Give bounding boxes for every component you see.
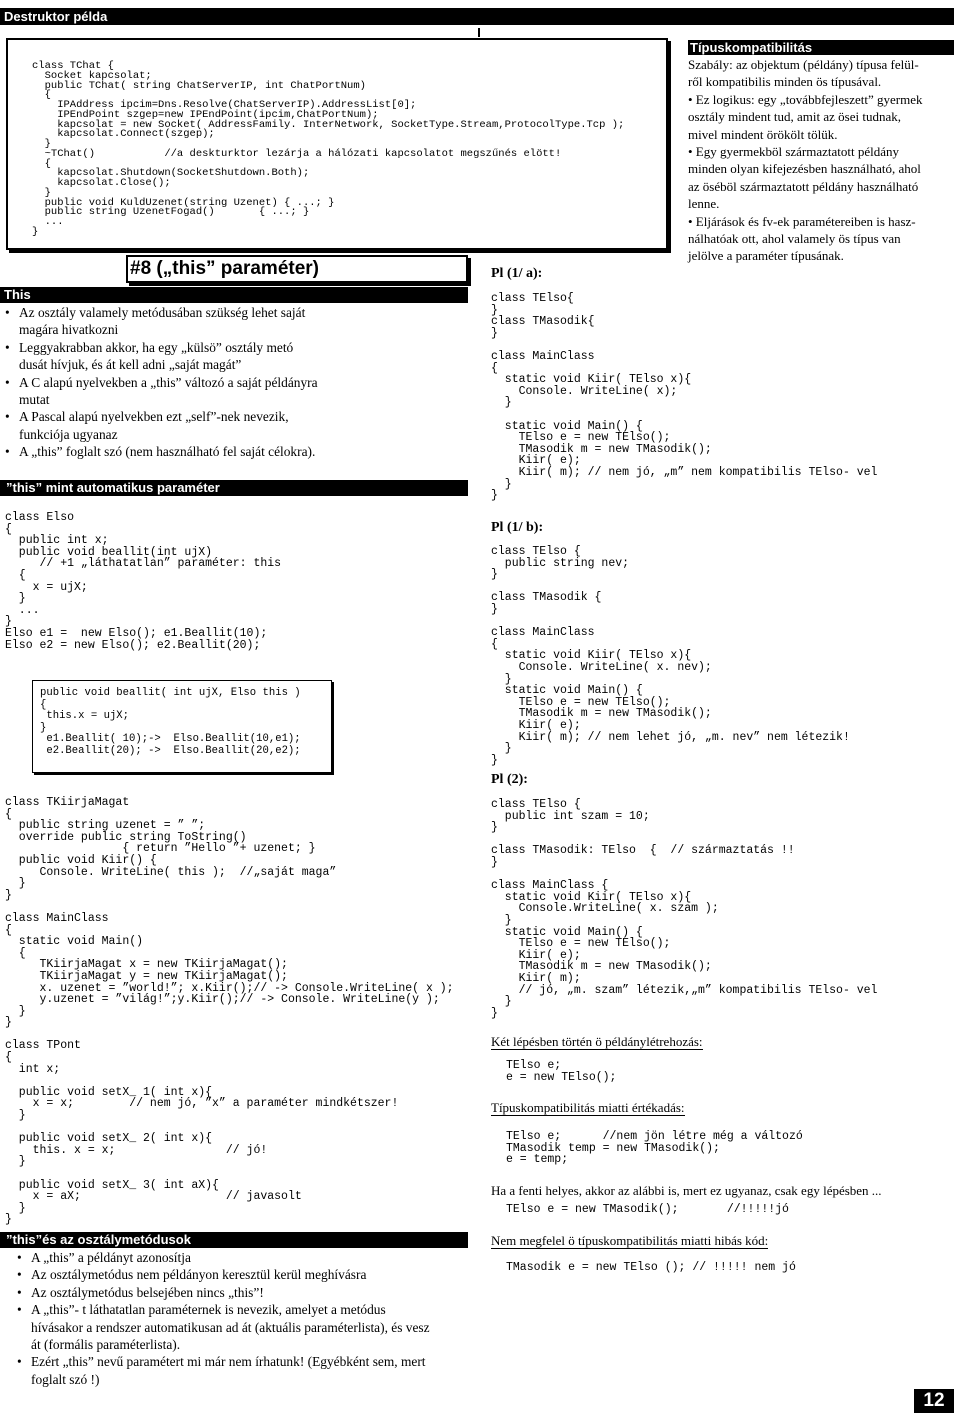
code-line: public void beallit(int ujX) [5, 545, 213, 559]
pl1b-title [491, 520, 543, 536]
code-line: } [5, 1004, 26, 1018]
code-line: Kiir( m); // nem lehet jó, „m. nev” nem létezik! [491, 730, 850, 744]
code-line: // jó, „m. szam” létezik,„m” kompatibilis TElso- vel [491, 983, 878, 997]
pl1a-title-text: Pl (1/ a): [491, 266, 543, 281]
bullet-line: • Leggyakrabban akkor, ha egy „külsö” osztály metó [19, 339, 294, 355]
code-line: e2.Beallit(20); -> Elso.Beallit(20,e2); [40, 744, 301, 757]
code-line: class MainClass { [491, 879, 609, 893]
code-line: { return ”Hello ”+ uzenet; } [5, 842, 316, 856]
code-line: { [5, 807, 12, 821]
bullet-line: • A „this”- t láthatatlan paraméternek is nevezik, amelyet a metódus [31, 1302, 386, 1318]
code-line: } [5, 592, 26, 606]
code-line: } [491, 489, 498, 503]
code-line: public void beallit( int ujX, Elso this ) [40, 687, 301, 699]
code-line: this.x = ujX; [40, 710, 130, 722]
bad-title [491, 1233, 768, 1249]
header-title: Destruktor példa [4, 9, 108, 24]
this-bar [0, 287, 468, 303]
bad-code [506, 1262, 796, 1274]
bullet-line: • Egy gyermekböl származtatott példány [688, 144, 900, 160]
code-line: static void Main() { [491, 925, 643, 939]
code-line: TElso e = new TElso(); [491, 695, 671, 709]
section-heading-text: #8 („this” paraméter) [130, 258, 320, 279]
type-compat-bullet [688, 213, 956, 265]
bullet-line: dusát hívjuk, és át kell adni „saját magát” [19, 357, 242, 373]
code-line: static void Kiir( TElso x){ [491, 649, 692, 663]
code-line: TElso e; //nem jön létre még a változó [506, 1130, 803, 1143]
code-line: static void Kiir( TElso x){ [491, 890, 692, 904]
code-line: { [491, 361, 498, 375]
bullet-line: funkciója ugyanaz [19, 426, 118, 442]
bullet-line: • Az osztálymetódus belsejében nincs „this”! [31, 1284, 264, 1300]
code-line: class TElso { [491, 798, 581, 811]
code-line: TMasodik m = new TMasodik(); [491, 707, 712, 721]
type-compat-line: Szabály: az objektum (példány) típusa felül- [688, 57, 919, 72]
code-line: x = aX; // javasolt [5, 1190, 302, 1204]
pl2-code [491, 799, 877, 1019]
code-line: y.uzenet = ”világ!”;y.Kiir();// -> Console. WriteLine(y ); [5, 993, 440, 1007]
code-line: class Elso [5, 511, 75, 524]
code-line: public string uzenet = ” ”; [5, 819, 206, 833]
bullet-item [4, 374, 468, 409]
this-bar-label: This [4, 287, 31, 302]
bullet-item [4, 304, 468, 339]
elso-code [5, 512, 281, 651]
code-line: } [491, 396, 512, 410]
bullet-item [16, 1353, 472, 1388]
code-line: class MainClass [491, 349, 595, 363]
bullet-line: • A „this” foglalt szó (nem használható fel saját célokra). [19, 444, 316, 460]
code-line: TMasodik temp = new TMasodik(); [506, 1141, 720, 1155]
code-line: TElso e = new TElso(); [491, 937, 671, 951]
code-line: ... [32, 216, 64, 228]
code-line: Kiir( e); [491, 948, 581, 962]
destructor-code [32, 62, 624, 238]
bullet-line: osztály mindent tud, amit az ösei tudnak, [688, 109, 902, 125]
code-line: Console. WriteLine( this ); //„saját maga” [5, 865, 337, 879]
code-line: class TMasodik{ [491, 315, 595, 329]
bullet-line: • Az osztálymetódus nem példányon keresztül kerül meghívásra [31, 1267, 367, 1283]
tkiirja-code [5, 797, 454, 1226]
bullet-line: át (formális paraméterlista). [31, 1337, 181, 1353]
pl2-title [491, 772, 528, 788]
code-line: kapcsolat.Close(); [32, 177, 171, 189]
bullet-item [16, 1249, 472, 1266]
bullet-line: magára hivatkozni [19, 322, 119, 338]
code-line: { [5, 1051, 12, 1065]
code-line: TMasodik m = new TMasodik(); [491, 442, 712, 456]
bad-title-text: Nem megfelel ö típuskompatibilitás miatti hibás kód: [491, 1233, 769, 1248]
code-line: public int szam = 10; [491, 809, 650, 823]
section-heading [126, 255, 468, 283]
code-line: // +1 „láthatatlan” paraméter: this [5, 557, 282, 571]
code-line: TElso e = new TElso(); [491, 431, 671, 445]
code-line: Console. WriteLine( x. nev); [491, 660, 712, 674]
code-line: } [491, 753, 498, 767]
bullet-line: • Ezért „this” nevű paramétert mi már nem írhatunk! (Egyébként sem, mert [31, 1354, 426, 1370]
code-line: class TElso { [491, 545, 581, 558]
code-line: } [491, 303, 498, 317]
bullet-line: mivel mindent örökölt tölük. [688, 126, 838, 142]
code-line: } [5, 1201, 26, 1215]
one-step-text-content: Ha a fenti helyes, akkor az alábbi is, mert ez ugyanaz, csak egy lépésben ... [491, 1183, 882, 1198]
bullet-item [4, 339, 468, 374]
code-line: { [5, 946, 26, 960]
code-line: int x; [5, 1062, 61, 1076]
code-line: IPAddress ipcim=Dns.Resolve(ChatServerIP).AddressList[0]; [32, 99, 417, 111]
two-step-code [506, 1060, 616, 1083]
code-line: } [40, 721, 47, 734]
code-line: public TChat( string ChatServerIP, int ChatPortNum) [32, 79, 366, 92]
code-line: e = temp; [506, 1153, 569, 1167]
code-line: IPEndPoint szgep=new IPEndPoint(ipcim,ChatPortNum); [32, 108, 379, 121]
code-line: class TMasodik { [491, 591, 602, 605]
code-line: } [491, 602, 498, 616]
code-line: public string UzenetFogad() { ...; } [32, 206, 310, 219]
code-line: } [491, 326, 498, 340]
code-line: kapcsolat = new Socket( AddressFamily. InterNetwork, SocketType.Stream,ProtocolType.Tcp ); [32, 118, 625, 131]
bullet-line: • Az osztály valamely metódusában szükség lehet saját [19, 305, 306, 320]
pl2-title-text: Pl (2): [491, 772, 528, 787]
beallit-code [40, 688, 301, 757]
code-line: Console.WriteLine( x. szam ); [491, 902, 719, 916]
code-line: } [32, 138, 51, 150]
type-compat-bullet [688, 91, 956, 143]
header-bar [0, 8, 954, 25]
code-line: kapcsolat.Shutdown(SocketShutdown.Both); [32, 167, 310, 180]
method-bullet-list [16, 1249, 472, 1388]
code-line: } [491, 855, 498, 869]
type-compat-text [688, 56, 956, 265]
code-line: x = x; // nem jó, ”x” a paraméter mindkétszer! [5, 1097, 399, 1111]
code-line: kapcsolat.Connect(szgep); [32, 128, 215, 141]
code-line: override public string ToString() [5, 830, 247, 844]
code-line: TElso e; [506, 1059, 562, 1072]
code-line: public void setX_ 3( int aX){ [5, 1178, 219, 1192]
code-line: public void KuldUzenet(string Uzenet) { ...; } [32, 196, 335, 209]
code-line: Elso e1 = new Elso(); e1.Beallit(10); [5, 626, 268, 640]
code-line: e1.Beallit( 10);-> Elso.Beallit(10,e1); [40, 733, 301, 745]
code-line: Elso e2 = new Elso(); e2.Beallit(20); [5, 638, 261, 652]
two-step-title [491, 1034, 703, 1050]
code-line: { [5, 923, 12, 937]
bullet-line: jelölve a paraméter típusának. [688, 248, 844, 264]
type-compat-line: ről kompatibilis minden ös típusával. [688, 74, 882, 90]
code-line: class TMasodik: TElso { // származtatás !! [491, 844, 795, 858]
code-line: x = ujX; [5, 580, 88, 594]
code-line: public void Kiir() { [5, 853, 157, 867]
code-line: TMasodik m = new TMasodik(); [491, 960, 712, 974]
code-line: { [5, 522, 12, 536]
code-line: } [491, 995, 512, 1009]
code-line: class TKiirjaMagat [5, 796, 130, 809]
bullet-line: • Eljárások és fv-ek paramétereiben is hasz- [688, 213, 916, 229]
code-line: class TChat { [32, 60, 114, 72]
bullet-item [16, 1301, 472, 1353]
code-line: static void Kiir( TElso x){ [491, 373, 692, 387]
bullet-line: • A C alapú nyelvekben a „this” változó a saját példányra [19, 374, 318, 390]
code-line: { [32, 157, 51, 170]
code-line: static void Main() { [491, 684, 643, 698]
code-line: ... [5, 603, 40, 617]
code-line: } [5, 1016, 12, 1030]
code-line: } [5, 615, 12, 629]
type-compat-bar-label: Típuskompatibilitás [690, 40, 813, 55]
code-line: public string nev; [491, 556, 630, 570]
two-step-title-text: Két lépésben történ ö példánylétrehozás: [491, 1034, 703, 1049]
code-line: static void Main() [5, 935, 144, 949]
pl1a-title [491, 266, 542, 282]
code-line: { [32, 89, 51, 102]
one-step-text [491, 1183, 882, 1198]
bullet-line: nálhatóak ott, ahol valamely ös típus van [688, 231, 901, 247]
bullet-line: foglalt szó !) [31, 1371, 100, 1387]
code-line: } [491, 477, 512, 491]
code-line: ~TChat() //a deskturktor lezárja a hálózati kapcsolatot megszűnés elött! [32, 147, 562, 160]
code-line: { [5, 568, 26, 582]
methods-bar [0, 1232, 468, 1248]
code-line: } [5, 1213, 12, 1227]
bullet-line: mutat [19, 392, 50, 408]
pl1b-code [491, 546, 850, 766]
auto-param-bar [0, 480, 468, 496]
code-line: Kiir( e); [491, 718, 581, 732]
code-line: } [32, 225, 39, 238]
code-line: } [5, 1155, 26, 1169]
assign-title [491, 1100, 685, 1116]
code-line: Socket kapcsolat; [32, 69, 152, 82]
bullet-line: • Ez logikus: egy „továbbfejleszett” gyermek [688, 91, 923, 107]
header-tick [478, 28, 480, 37]
code-line: } [491, 1006, 498, 1020]
bullet-item [16, 1266, 472, 1283]
one-step-code [506, 1204, 789, 1216]
bullet-item [4, 443, 468, 460]
code-line: } [491, 568, 498, 582]
code-line: class TPont [5, 1039, 81, 1053]
code-line: } [32, 186, 51, 199]
code-line: } [5, 1109, 26, 1123]
code-line: class TElso{ [491, 292, 574, 305]
type-compat-bullet [688, 143, 956, 213]
assign-code [506, 1131, 803, 1166]
page-number [914, 1389, 954, 1413]
auto-param-bar-label: ”this” mint automatikus paraméter [6, 480, 220, 495]
bullet-line: lenne. [688, 196, 720, 212]
bullet-line: hívásakor a rendszer automatikusan ad át (aktuális paraméterlista), és vesz [31, 1319, 430, 1335]
code-line: TKiirjaMagat x = new TKiirjaMagat(); [5, 958, 288, 972]
code-line: this. x = x; // jó! [5, 1143, 268, 1157]
code-line: Kiir( m); [491, 971, 581, 985]
assign-title-text: Típuskompatibilitás miatti értékadás: [491, 1100, 685, 1115]
code-line: TElso e = new TMasodik(); //!!!!!jó [506, 1203, 789, 1216]
code-line: public void setX_ 1( int x){ [5, 1085, 213, 1099]
bullet-line: az öséböl származtatott példány használható [688, 178, 919, 194]
code-line: } [5, 877, 26, 891]
bullet-item [4, 408, 468, 443]
code-line: } [491, 672, 512, 686]
pl1a-code [491, 293, 877, 502]
code-line: e = new TElso(); [506, 1070, 617, 1084]
methods-bar-label: ”this”és az osztálymetódusok [6, 1232, 191, 1247]
code-line: x. uzenet = ”world!”; x.Kiir();// -> Console.WriteLine( x ); [5, 981, 454, 995]
code-line: { [491, 637, 498, 651]
code-line: { [40, 698, 47, 711]
type-compat-bar [688, 40, 954, 55]
page-number-text: 12 [923, 1390, 945, 1411]
code-line: } [491, 913, 512, 927]
code-line [5, 1168, 454, 1180]
bullet-line: minden olyan kifejezésben használható, ahol [688, 161, 921, 177]
code-line: Console. WriteLine( x); [491, 384, 678, 398]
code-line: public int x; [5, 534, 109, 548]
code-line: Kiir( e); [491, 454, 581, 468]
code-line: class MainClass [5, 911, 109, 925]
code-line: } [5, 888, 12, 902]
code-line: } [491, 821, 498, 835]
code-line: class MainClass [491, 626, 595, 640]
bullet-line: • A „this” a példányt azonosítja [31, 1250, 191, 1265]
bullet-line: • A Pascal alapú nyelvekben ezt „self”-nek nevezik, [19, 409, 289, 425]
pl1b-title-text: Pl (1/ b): [491, 520, 544, 535]
this-bullet-list [4, 304, 468, 461]
code-line: TMasodik e = new TElso (); // !!!!! nem jó [506, 1261, 796, 1274]
bullet-item [16, 1284, 472, 1301]
code-line: } [491, 742, 512, 756]
code-line: TKiirjaMagat y = new TKiirjaMagat(); [5, 969, 288, 983]
code-line: public void setX_ 2( int x){ [5, 1132, 213, 1146]
code-line: Kiir( m); // nem jó, „m” nem kompatibilis TElso- vel [491, 465, 878, 479]
code-line: static void Main() { [491, 419, 643, 433]
code-line [491, 409, 877, 421]
